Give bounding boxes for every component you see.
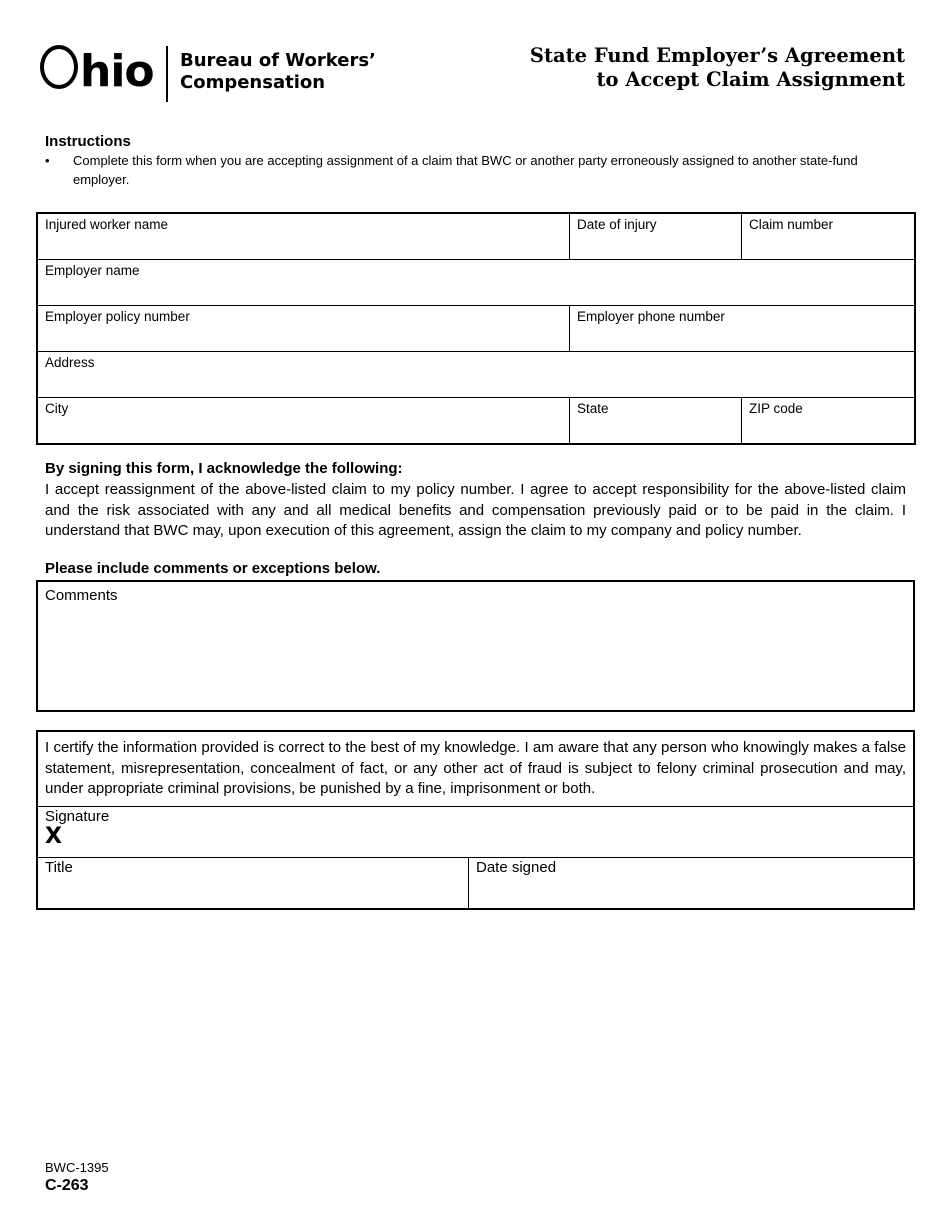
address-label: Address [45,355,95,370]
instructions-list [45,151,905,189]
zip-code-label: ZIP code [749,401,803,416]
claim-info-table [36,212,916,445]
agency-name-line1: Bureau of Workers’ [180,50,376,71]
title-date-row [38,858,913,908]
form-title-line2: to Accept Claim Assignment [596,68,905,91]
city-field[interactable] [38,398,569,443]
address-field[interactable] [38,352,914,397]
ohio-o-ring-icon [40,45,78,89]
date-of-injury-field[interactable] [569,214,741,259]
zip-code-field[interactable] [741,398,914,443]
date-signed-label: Date signed [476,858,557,876]
comments-label: Comments [45,587,118,604]
date-of-injury-label: Date of injury [577,217,657,232]
state-label: State [577,401,609,416]
logo-divider [166,46,168,102]
form-title-line1: State Fund Employer’s Agreement [529,44,905,67]
employer-policy-number-field[interactable] [38,306,569,351]
comments-heading: Please include comments or exceptions below. [45,560,381,577]
row-worker [38,214,914,259]
employer-phone-number-label: Employer phone number [577,309,725,324]
claim-number-label: Claim number [749,217,834,232]
state-field[interactable] [569,398,741,443]
title-label: Title [45,858,73,876]
claim-number-field[interactable] [741,214,914,259]
employer-name-field[interactable] [38,260,914,305]
row-employer [38,259,914,305]
row-policy [38,305,914,351]
signature-label: Signature [45,807,110,825]
ohio-wordmark-text: hio [80,46,154,97]
city-label: City [45,401,69,416]
agency-name-line2: Compensation [180,72,326,93]
footer-form-number: C-263 [45,1177,89,1194]
injured-worker-name-field[interactable] [38,214,569,259]
agency-name [180,50,400,94]
acknowledgement-heading: By signing this form, I acknowledge the following: [45,460,403,477]
footer-form-code: BWC-1395 [45,1160,109,1175]
certification-text: I certify the information provided is correct to the best of my knowledge. I am aware that any person who knowingly makes a false statement, misrepresentation, concealment of fact, or any other act of fraud is subject to felony criminal prosecution and may, under appropriate criminal provisions, be punished by a fine, imprisonment or both. [38,732,913,807]
comments-field[interactable] [36,580,915,712]
injured-worker-name-label: Injured worker name [45,217,169,232]
employer-phone-number-field[interactable] [569,306,914,351]
ohio-wordmark [40,44,154,100]
employer-policy-number-label: Employer policy number [45,309,190,324]
signature-field[interactable] [38,807,913,858]
instruction-item: • Complete this form when you are accepting assignment of a claim that BWC or another party erroneously assigned to another state-fund employer. [45,151,905,189]
instructions-heading: Instructions [45,133,131,150]
title-field[interactable] [38,858,469,908]
acknowledgement-text: I accept reassignment of the above-listed claim to my policy number. I agree to accept responsibility for the above-listed claim and the risk associated with any and all medical benefits and compensation previously paid or to be paid in the claim. I understand that BWC may, upon execution of this agreement, assign the claim to my company and policy number. [45,481,906,539]
signature-x-mark: X [45,823,62,849]
date-signed-field[interactable] [469,858,913,908]
form-title [455,44,905,92]
employer-name-label: Employer name [45,263,140,278]
row-address [38,351,914,397]
certification-section [36,730,915,910]
row-city [38,397,914,443]
